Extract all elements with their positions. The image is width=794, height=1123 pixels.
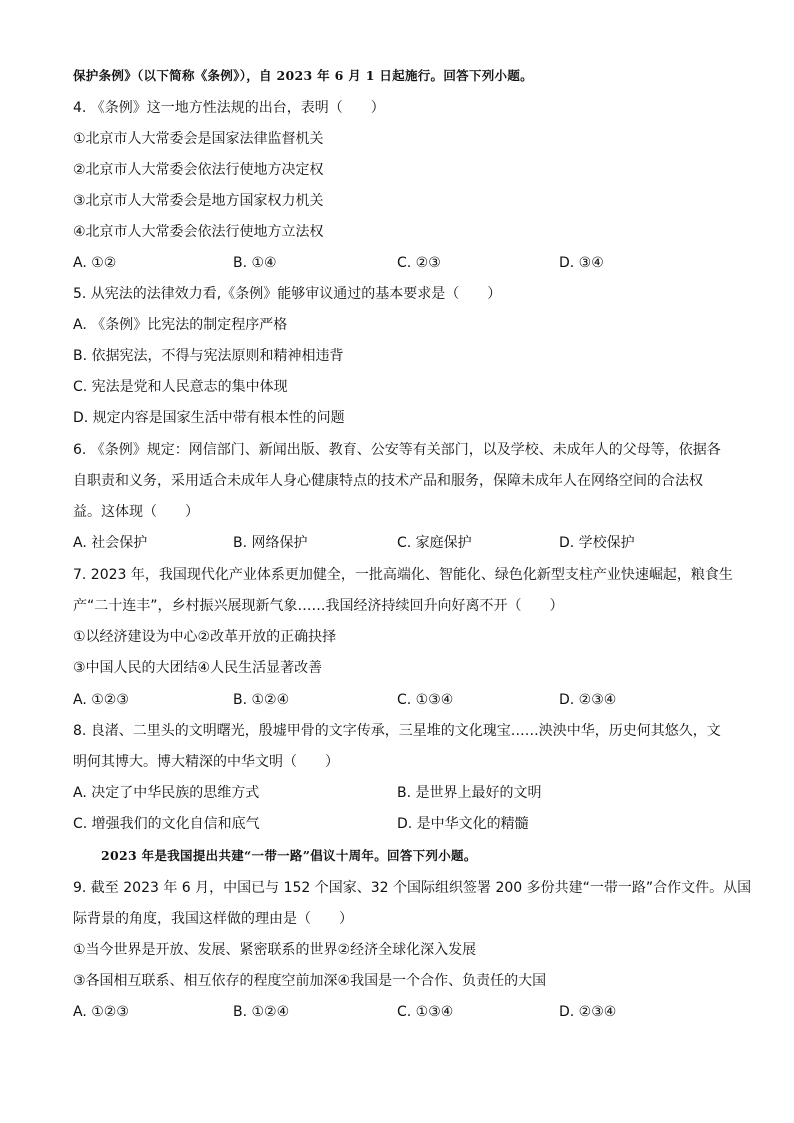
q4-option-a: A. ①②: [73, 255, 117, 271]
q4-item-4: ④北京市人大常委会依法行使地方立法权: [73, 224, 324, 240]
q5-option-a: A. 《条例》比宪法的制定程序严格: [73, 317, 288, 333]
q4-item-1: ①北京市人大常委会是国家法律监督机关: [73, 131, 324, 147]
q9-item-2: ③各国相互联系、相互依存的程度空前加深④我国是一个合作、负责任的大国: [73, 973, 547, 989]
q4-option-c: C. ②③: [397, 255, 441, 271]
q9-option-b: B. ①②④: [233, 1004, 290, 1020]
intro-line: 保护条例》（以下简称《条例》），自 2023 年 6 月 1 日起施行。回答下列小题。: [73, 68, 533, 83]
q5-stem: 5. 从宪法的法律效力看,《条例》能够审议通过的基本要求是（ ）: [73, 286, 502, 302]
q8-option-d: D. 是中华文化的精髓: [397, 816, 529, 832]
q6-stem-line-3: 益。这体现（ ）: [73, 504, 199, 520]
q9-stem-line-1: 9. 截至 2023 年 6 月，中国已与 152 个国家、32 个国际组织签署 200 多份共建“一带一路”合作文件。从国: [73, 880, 752, 896]
q4-option-d: D. ③④: [559, 255, 604, 271]
q5-option-d: D. 规定内容是国家生活中带有根本性的问题: [73, 410, 345, 426]
q7-item-2: ③中国人民的大团结④人民生活显著改善: [73, 660, 323, 676]
intro2-line: 2023 年是我国提出共建“一带一路”倡议十周年。回答下列小题。: [101, 848, 477, 863]
q7-option-d: D. ②③④: [559, 692, 617, 708]
q6-option-a: A. 社会保护: [73, 535, 148, 551]
q8-option-b: B. 是世界上最好的文明: [397, 785, 542, 801]
q8-stem-line-2: 明何其博大。博大精深的中华文明（ ）: [73, 754, 339, 770]
q9-item-1: ①当今世界是开放、发展、紧密联系的世界②经济全球化深入发展: [73, 942, 477, 958]
q6-option-d: D. 学校保护: [559, 535, 635, 551]
q7-stem-line-1: 7. 2023 年，我国现代化产业体系更加健全，一批高端化、智能化、绿色化新型支柱产业快速崛起，粮食生: [73, 567, 733, 583]
q5-option-c: C. 宪法是党和人民意志的集中体现: [73, 379, 288, 395]
q9-option-c: C. ①③④: [397, 1004, 454, 1020]
q4-option-b: B. ①④: [233, 255, 277, 271]
q6-stem-line-1: 6. 《条例》规定：网信部门、新闻出版、教育、公安等有关部门，以及学校、未成年人的父母等，依据各: [73, 442, 721, 458]
q7-option-c: C. ①③④: [397, 692, 454, 708]
q6-option-c: C. 家庭保护: [397, 535, 472, 551]
q8-option-a: A. 决定了中华民族的思维方式: [73, 785, 260, 801]
q8-stem-line-1: 8. 良渚、二里头的文明曙光，殷墟甲骨的文字传承，三星堆的文化瑰宝……泱泱中华，历史何其悠久，文: [73, 723, 721, 739]
q6-option-b: B. 网络保护: [233, 535, 308, 551]
q9-option-a: A. ①②③: [73, 1004, 129, 1020]
q7-option-a: A. ①②③: [73, 692, 129, 708]
q4-item-3: ③北京市人大常委会是地方国家权力机关: [73, 193, 324, 209]
q6-stem-line-2: 自职责和义务，采用适合未成年人身心健康特点的技术产品和服务，保障未成年人在网络空间的合法权: [73, 473, 703, 489]
q4-stem: 4. 《条例》这一地方性法规的出台，表明（ ）: [73, 100, 385, 116]
q5-option-b: B. 依据宪法，不得与宪法原则和精神相违背: [73, 348, 344, 364]
q4-item-2: ②北京市人大常委会依法行使地方决定权: [73, 162, 324, 178]
q7-stem-line-2: 产“二十连丰”，乡村振兴展现新气象……我国经济持续回升向好离不开（ ）: [73, 598, 564, 614]
q7-item-1: ①以经济建设为中心②改革开放的正确抉择: [73, 629, 337, 645]
q8-option-c: C. 增强我们的文化自信和底气: [73, 816, 260, 832]
q9-stem-line-2: 际背景的角度，我国这样做的理由是（ ）: [73, 911, 353, 927]
q7-option-b: B. ①②④: [233, 692, 290, 708]
q9-option-d: D. ②③④: [559, 1004, 617, 1020]
